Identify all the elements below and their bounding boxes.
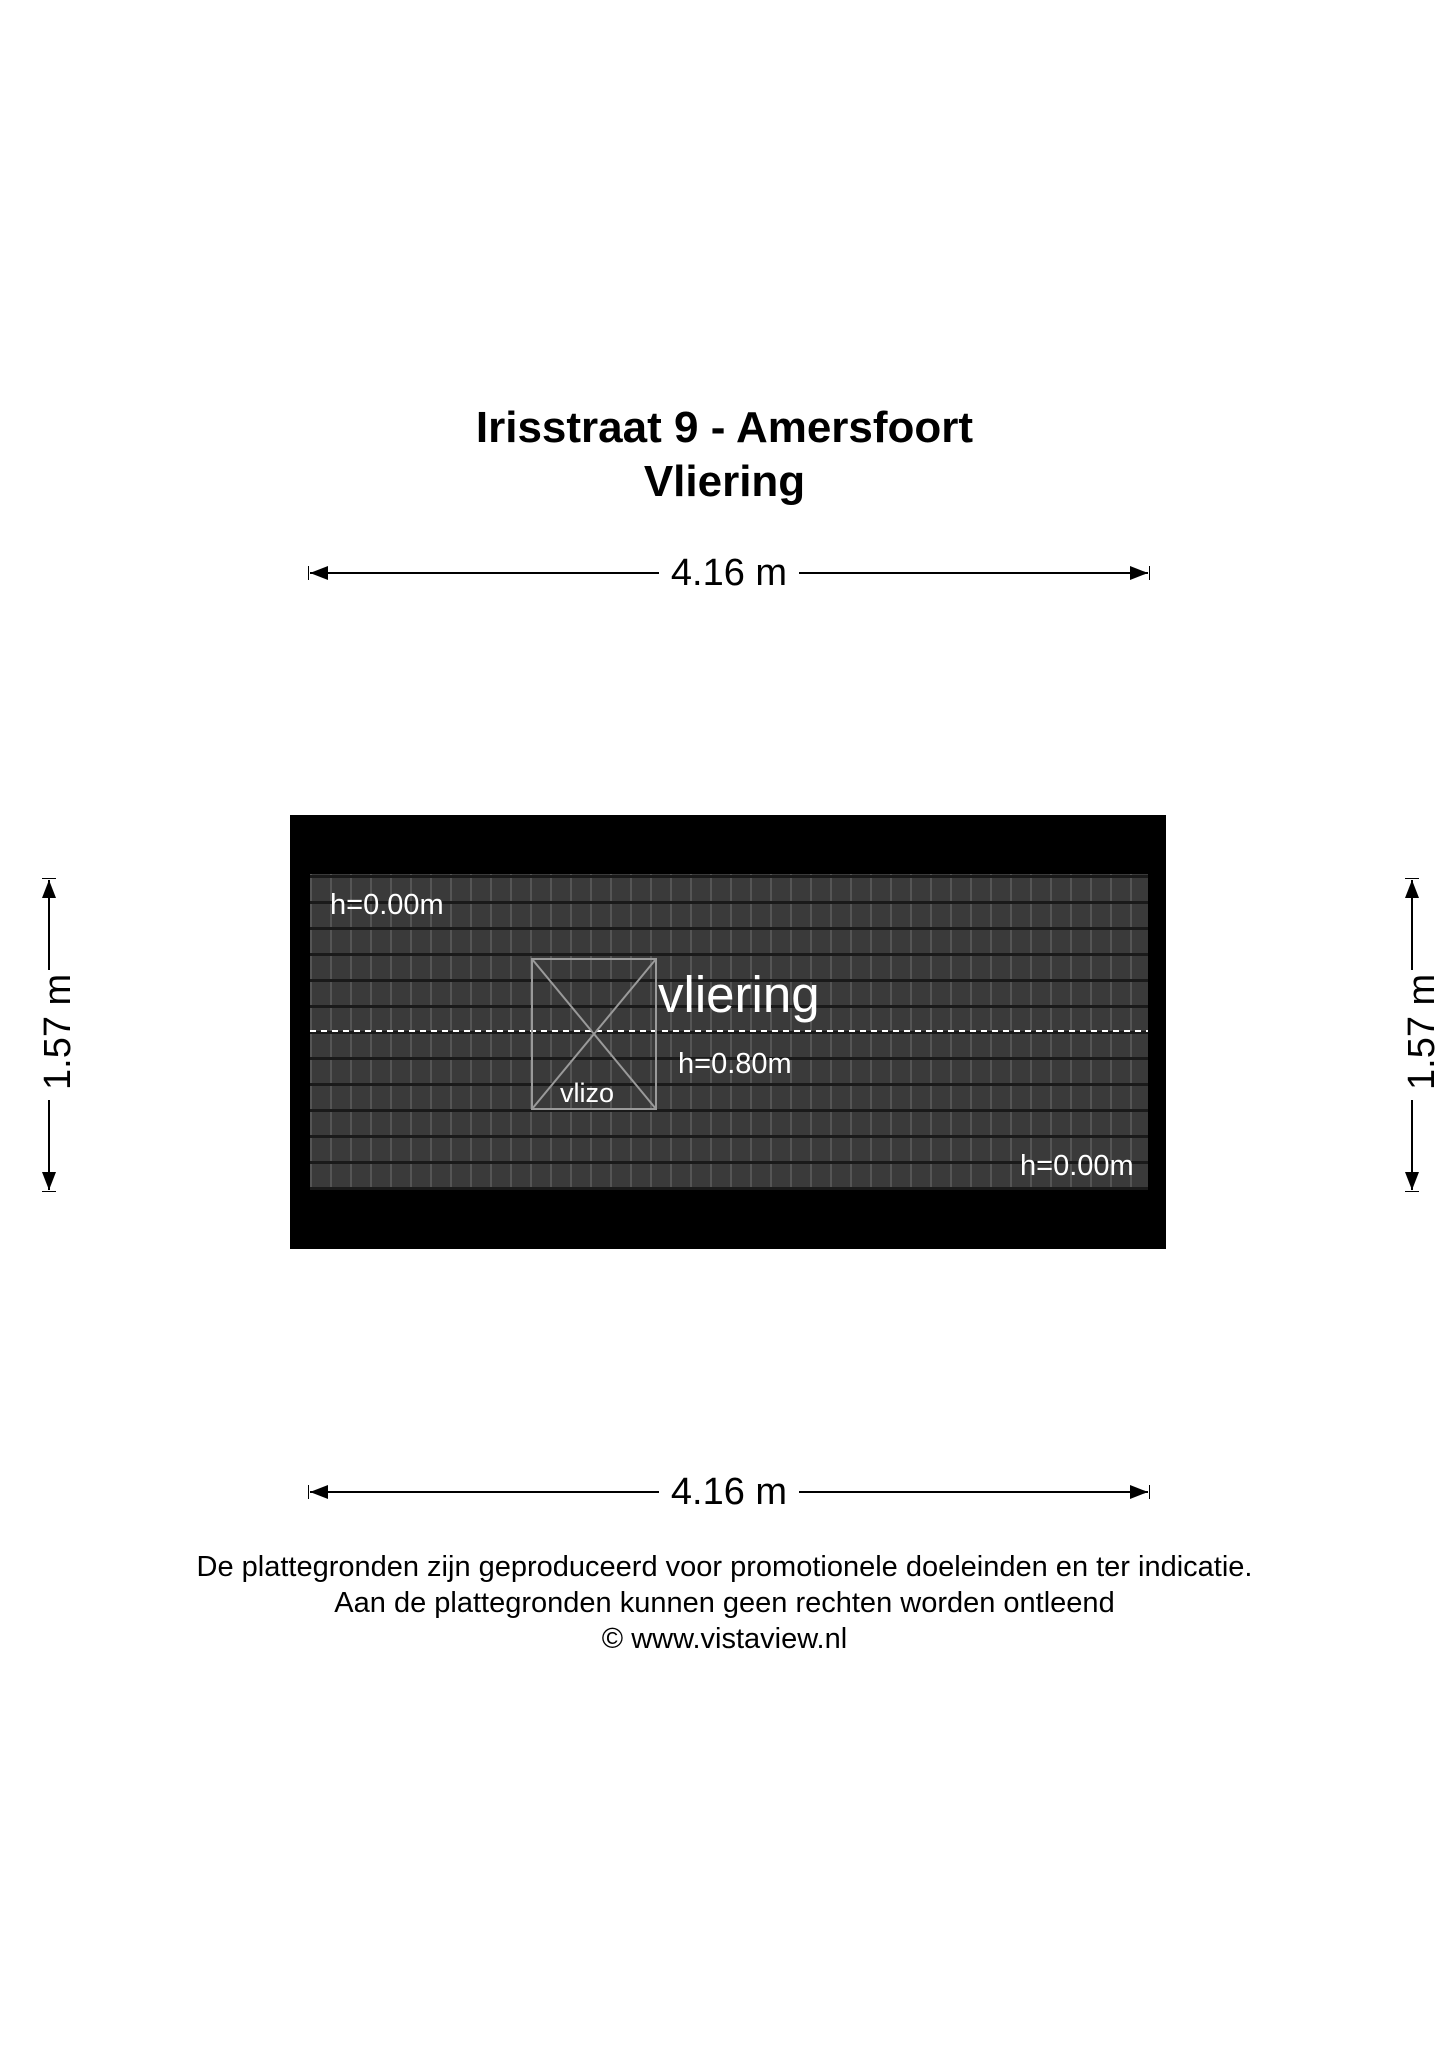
bottom-width-label: 4.16 m: [659, 1471, 799, 1513]
disclaimer-line-1: De plattegronden zijn geproduceerd voor promotionele doeleinden en ter indicatie.: [196, 1551, 1253, 1583]
height-label-bottom-right: h=0.00m: [1020, 1150, 1134, 1182]
left-height-label: 1.57 m: [38, 970, 78, 1100]
top-width-dimension: [308, 553, 1150, 593]
copyright: © www.vistaview.nl: [601, 1623, 848, 1655]
disclaimer-line-2: Aan de plattegronden kunnen geen rechten worden ontleend: [334, 1587, 1115, 1619]
floor-name: Vliering: [643, 457, 806, 506]
page-title: Irisstraat 9 - Amersfoort: [475, 403, 974, 452]
height-label-middle: h=0.80m: [678, 1048, 792, 1080]
right-height-label: 1.57 m: [1402, 970, 1442, 1100]
height-label-top-left: h=0.00m: [330, 889, 444, 921]
hatch-label: vlizo: [560, 1078, 615, 1108]
room-name: vliering: [658, 966, 820, 1023]
ridge-line: [310, 1028, 1148, 1034]
bottom-width-dimension: [308, 1472, 1150, 1512]
top-width-label: 4.16 m: [659, 552, 799, 594]
